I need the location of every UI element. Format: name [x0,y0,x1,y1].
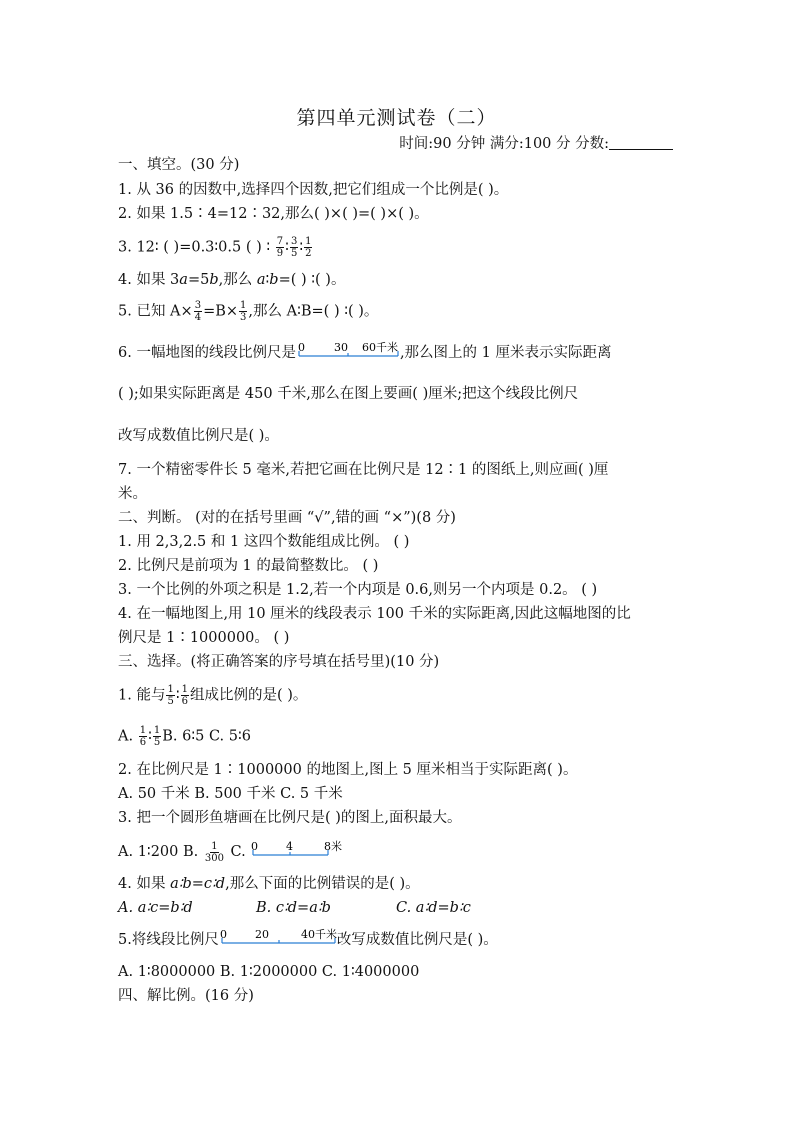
q5-text: 5.将线段比例尺 [118,932,219,948]
numerator: 1 [240,300,247,311]
q3-text: 3. 12∶ ( )=0.3∶0.5 ( ) ∶ [118,239,271,256]
scale-label-1: 4 [286,840,294,853]
s1-question-3: 3. 12∶ ( )=0.3∶0.5 ( ) ∶ $\frac{7}{9}$ ∶ $\frac{3}{5}$ ∶ $\frac{1}{2}$ [118,236,312,259]
scale-label-2: 60千米 [361,341,398,354]
s1-question-7-line2: 米。 [118,486,147,502]
scale-label-0: 0 [219,928,227,941]
s3-question-3-options [118,840,346,864]
option-b: B. c∶d=a∶b [256,900,331,916]
numerator: 1 [167,684,174,695]
s1-question-6-line2: ( );如果实际距离是 450 千米,那么在图上要画( )厘米;把这个线段比例尺 [118,386,579,402]
numerator: 7 [276,236,284,247]
ratio-sign: ∶ [265,272,270,288]
ratio-sign: ∶ [175,687,180,704]
option-c-label: C. [225,844,251,860]
q4-text: 4. 如果 3 [118,272,180,288]
s2-question-2: 2. 比例尺是前项为 1 的最简整数比。 ( ) [118,558,379,574]
s1-question-5 [118,300,378,323]
fraction [276,236,284,259]
s1-question-7: 7. 一个精密零件长 5 毫米,若把它画在比例尺是 12∶1 的图纸上,则应画( )厘 [118,462,609,478]
q6-text: ,那么图上的 1 厘米表示实际距离 [399,345,612,361]
var-a: a [256,272,266,288]
line-scale-bar [296,341,400,361]
s1-question-6-line3: 改写成数值比例尺是( )。 [118,428,279,444]
line-scale-bar [250,840,346,860]
q5-text: 5. 已知 A× [118,303,193,320]
var-a: a [179,272,188,288]
s3-question-2: 2. 在比例尺是 1∶1000000 的地图上,图上 5 厘米相当于实际距离( )。 [118,762,578,778]
fraction [194,300,202,323]
s1-question-6 [118,341,612,363]
option-a-label: A. [118,728,138,745]
numerator: 1 [153,725,161,736]
q1-text: 组成比例的是( )。 [189,687,308,704]
numerator: 3 [194,300,202,311]
fraction [239,300,247,323]
q1-text: 1. 能与 [118,687,166,704]
section-2-header: 二、判断。 (对的在括号里画 “√”,错的画 “×”)(8 分) [118,510,456,526]
q4-text: =( ) ∶( )。 [278,272,346,288]
s2-question-4: 4. 在一幅地图上,用 10 厘米的线段表示 100 千米的实际距离,因此这幅地图的比 [118,606,631,622]
s3-question-1-options [118,725,251,748]
q4-text: 4. 如果 [118,876,171,892]
numerator: 1 [305,236,312,247]
numerator: 1 [139,725,147,736]
s1-question-1: 1. 从 36 的因数中,选择四个因数,把它们组成一个比例是( )。 [118,182,509,198]
s3-question-5 [118,928,498,950]
q5-text: =B× [203,303,239,320]
score-blank[interactable] [609,135,673,150]
denominator: 300 [204,852,224,864]
scale-label-1: 20 [254,928,269,941]
fraction [304,236,312,259]
scale-label-2: 8米 [324,840,343,853]
denominator: 9 [276,248,284,259]
denominator: 6 [139,737,147,748]
numerator: 1 [181,684,188,695]
section-1-header: 一、填空。(30 分) [118,157,240,173]
s1-question-2: 2. 如果 1.5∶4=12∶32,那么( )×( )=( )×( )。 [118,206,429,222]
page-title: 第四单元测试卷（二） [296,107,497,129]
fraction [166,684,174,707]
scale-label-0: 0 [251,840,259,853]
fraction [204,841,225,864]
q4-text: ,那么下面的比例错误的是( )。 [225,876,420,892]
fraction [153,725,161,748]
s3-question-3: 3. 把一个圆形鱼塘画在比例尺是( )的图上,面积最大。 [118,810,462,826]
ratio-sign: ∶ [148,728,152,745]
q4-text: =5 [187,272,210,288]
fraction [290,236,298,259]
numerator: 1 [211,840,218,852]
section-4-header: 四、解比例。(16 分) [118,988,254,1004]
scale-label-2: 40千米 [300,928,337,941]
denominator: 5 [153,737,161,748]
scale-label-0: 0 [297,341,305,354]
s2-question-3: 3. 一个比例的外项之积是 1.2,若一个内项是 0.6,则另一个内项是 0.2。 ( ) [118,582,598,598]
s3-question-5-options: A. 1∶8000000 B. 1∶2000000 C. 1∶4000000 [118,964,420,980]
s3-question-4 [118,874,420,894]
option-c: C. a∶d=b∶c [396,900,471,916]
scale-label-1: 30 [333,341,348,354]
options-b-c: B. 6∶5 C. 5∶6 [162,728,251,745]
q5-text: ,那么 A∶B=( ) ∶( )。 [248,303,379,320]
s2-question-4-line2: 例尺是 1∶1000000。 ( ) [118,630,290,646]
denominator: 5 [167,696,174,707]
denominator: 2 [305,248,312,259]
s3-question-2-options: A. 50 千米 B. 500 千米 C. 5 千米 [118,786,343,802]
s1-question-4 [118,270,345,290]
exam-meta [399,132,673,153]
options-a-b: A. 1∶200 B. [118,844,203,860]
denominator: 5 [290,248,298,259]
q5-text: 改写成数值比例尺是( )。 [336,932,498,948]
s3-question-4-options [118,898,471,918]
meta-text: 时间:90 分钟 满分:100 分 分数: [399,136,609,152]
section-3-header: 三、选择。(将正确答案的序号填在括号里)(10 分) [118,654,440,670]
denominator: 6 [181,696,188,707]
var-b: b [209,272,219,288]
option-a: A. a∶c=b∶d [118,900,193,916]
q4-text: ,那么 [218,272,257,288]
denominator: 3 [240,312,247,323]
var-b: b [269,272,279,288]
line-scale-bar [219,928,337,948]
s3-question-1 [118,684,307,707]
proportion-expression: a∶b=c∶d [170,876,226,892]
fraction [139,725,147,748]
s2-question-1: 1. 用 2,3,2.5 和 1 这四个数能组成比例。 ( ) [118,534,410,550]
numerator: 3 [290,236,298,247]
denominator: 4 [194,312,202,323]
q6-text: 6. 一幅地图的线段比例尺是 [118,345,296,361]
fraction [181,684,189,707]
